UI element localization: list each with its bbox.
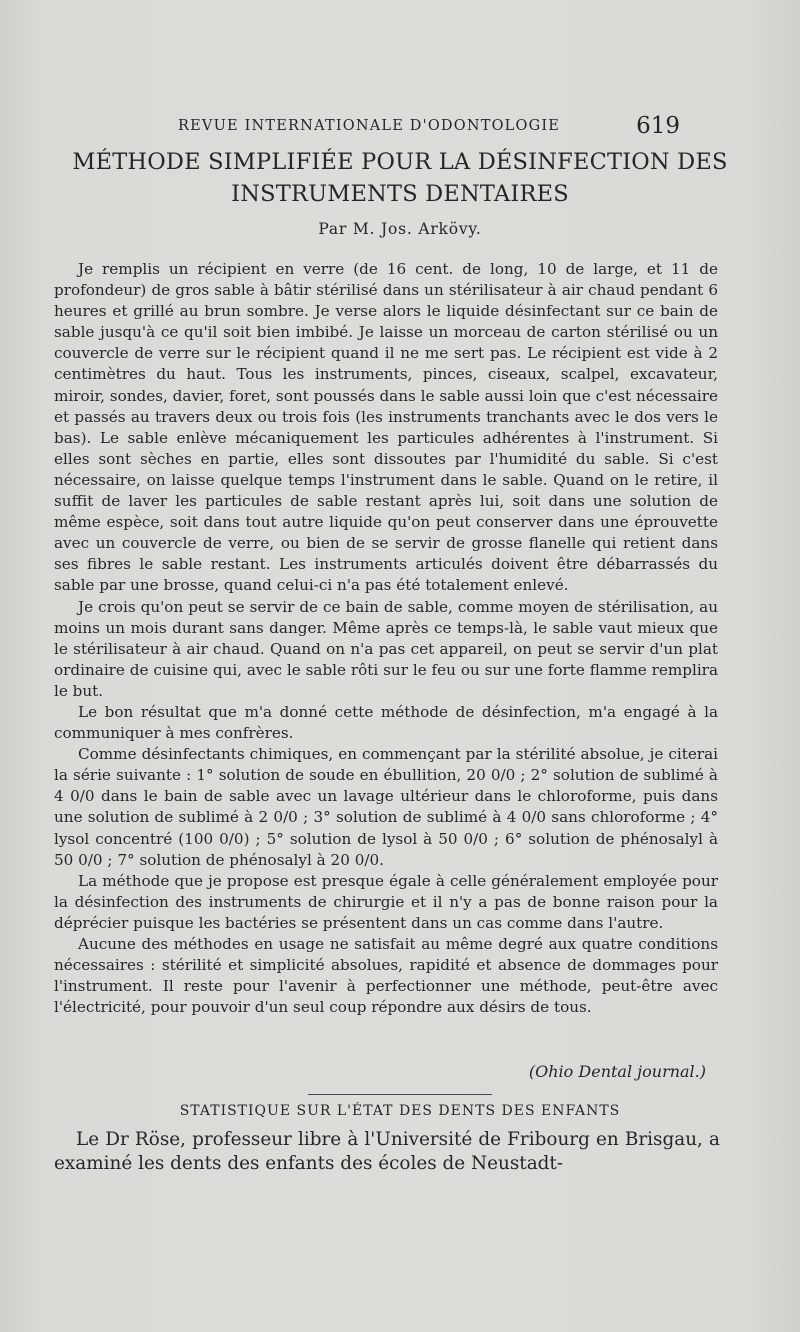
running-head xyxy=(140,113,680,137)
running-title: REVUE INTERNATIONALE D'ODONTOLOGIE xyxy=(178,118,561,134)
source-citation: (Ohio Dental journal.) xyxy=(528,1062,706,1081)
article-paragraph: Aucune des méthodes en usage ne satisfait au même degré aux quatre conditions nécessaires : stérilité et simplicité absolues, rapidité et absence de dommages pour l'instrument. Il reste pour l'avenir à perfectionner une méthode, peut-être avec l'électricité, pour pouvoir d'un seul coup répondre aux désirs de tous. xyxy=(54,935,718,1017)
article-title: MÉTHODE SIMPLIFIÉE POUR LA DÉSINFECTION DES INSTRUMENTS DENTAIRES xyxy=(72,149,728,207)
section-divider xyxy=(308,1094,492,1095)
article-body xyxy=(54,259,718,1018)
page-number: 619 xyxy=(636,113,680,139)
article-paragraph: Le bon résultat que m'a donné cette méthode de désinfection, m'a engagé à la communiquer à mes confrères. xyxy=(54,702,718,743)
article-paragraph: Je remplis un récipient en verre (de 16 cent. de long, 10 de large, et 11 de profondeur) de gros sable à bâtir stérilisé dans un stérilisateur à air chaud pendant 6 heures et grillé au brun sombre. Je verse alors le liquide désinfectant sur ce bain de sable jusqu'à ce qu'il soit bien imbibé. Je laisse un morceau de carton stérilisé ou un couvercle de verre sur le récipient quand il ne me sert pas. Le récipient est vide à 2 centimètres du haut. Tous les instruments, pinces, ciseaux, scalpel, excavateur, miroir, sondes, davier, foret, sont poussés dans le sable aussi loin que c'est nécessaire et passés au travers deux ou trois fois (les instruments tranchants avec le dos vers le bas). Le sable enlève mécaniquement les particules adhérentes à l'instrument. Si elles sont sèches en partie, elles sont dissoutes par l'humidité du sable. Si c'est nécessaire, on laisse quelque temps l'instrument dans le sable. Quand on le retire, il suffit de laver les particules de sable restant après lui, soit dans une solution de même espèce, soit dans tout autre liquide qu'on peut conserver dans une éprouvette avec un couvercle de verre, ou bien de se servir de grosse flanelle qui retient dans ses fibres le sable restant. Les instruments articulés doivent être débarrassés du sable par une brosse, quand celui-ci n'a pas été totalement enlevé. xyxy=(54,260,718,595)
article-author: Par M. Jos. Arkövy. xyxy=(318,220,482,238)
section-lead-paragraph: Le Dr Röse, professeur libre à l'Université de Fribourg en Brisgau, a examiné les dents des enfants des écoles de Neustadt- xyxy=(54,1129,720,1174)
article-paragraph: La méthode que je propose est presque égale à celle généralement employée pour la désinfection des instruments de chirurgie et il n'y a pas de bonne raison pour la déprécier puisque les bactéries se présentent dans un cas comme dans l'autre. xyxy=(54,871,718,932)
article-paragraph: Je crois qu'on peut se servir de ce bain de sable, comme moyen de stérilisation, au moins un mois durant sans danger. Même après ce temps-là, le sable vaut mieux que le stérilisateur à air chaud. Quand on n'a pas cet appareil, on peut se servir d'un plat ordinaire de cuisine qui, avec le sable rôti sur le feu ou sur une forte flamme remplira le but. xyxy=(54,597,718,700)
section-heading: STATISTIQUE SUR L'ÉTAT DES DENTS DES ENFANTS xyxy=(179,1103,621,1119)
article-paragraph: Comme désinfectants chimiques, en commençant par la stérilité absolue, je citerai la série suivante : 1° solution de soude en ébullition, 20 0/0 ; 2° solution de sublimé à 4 0/0 dans le bain de sable avec un lavage ultérieur dans le chloroforme, puis dans une solution de sublimé à 2 0/0 ; 3° solution de sublimé à 4 0/0 sans chloroforme ; 4° lysol concentré (100 0/0) ; 5° solution de lysol à 50 0/0 ; 6° solution de phénosalyl à 50 0/0 ; 7° solution de phénosalyl à 20 0/0. xyxy=(54,745,718,869)
